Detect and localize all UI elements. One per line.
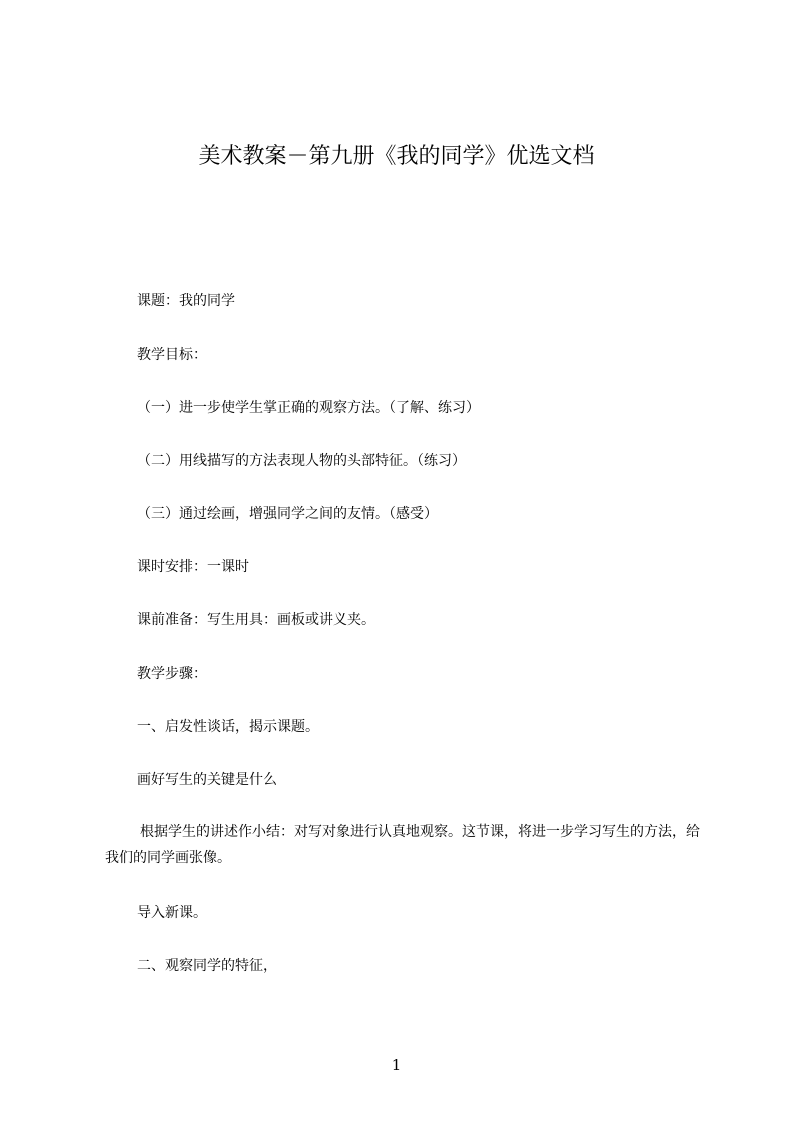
paragraph-steps-heading: 教学步骤： (137, 666, 207, 682)
paragraph-goal-3: （三）通过绘画，增强同学之间的友情。（感受） (137, 506, 438, 522)
document-title: 美术教案－第九册《我的同学》优选文档 (198, 144, 595, 169)
paragraph-preparation: 课前准备：写生用具：画板或讲义夹。 (137, 612, 375, 628)
paragraph-step-2: 二、观察同学的特征， (137, 958, 277, 974)
page-number: 1 (391, 1056, 402, 1074)
paragraph-step-1: 一、启发性谈话，揭示课题。 (137, 719, 319, 735)
paragraph-summary: 根据学生的讲述作小结：对写对象进行认真地观察。这节课，将进一步学习写生的方法，给我们的同学画张像。 (105, 824, 700, 866)
paragraph-teaching-goals-heading: 教学目标： (137, 347, 207, 363)
paragraph-introduce: 导入新课。 (137, 905, 207, 921)
paragraph-schedule: 课时安排：一课时 (137, 559, 249, 575)
paragraph-goal-2: （二）用线描写的方法表现人物的头部特征。（练习） (137, 453, 466, 469)
paragraph-goal-1: （一）进一步使学生掌正确的观察方法。（了解、练习） (137, 400, 480, 416)
paragraph-lesson-topic: 课题：我的同学 (137, 293, 235, 309)
paragraph-question: 画好写生的关键是什么 (137, 772, 277, 788)
